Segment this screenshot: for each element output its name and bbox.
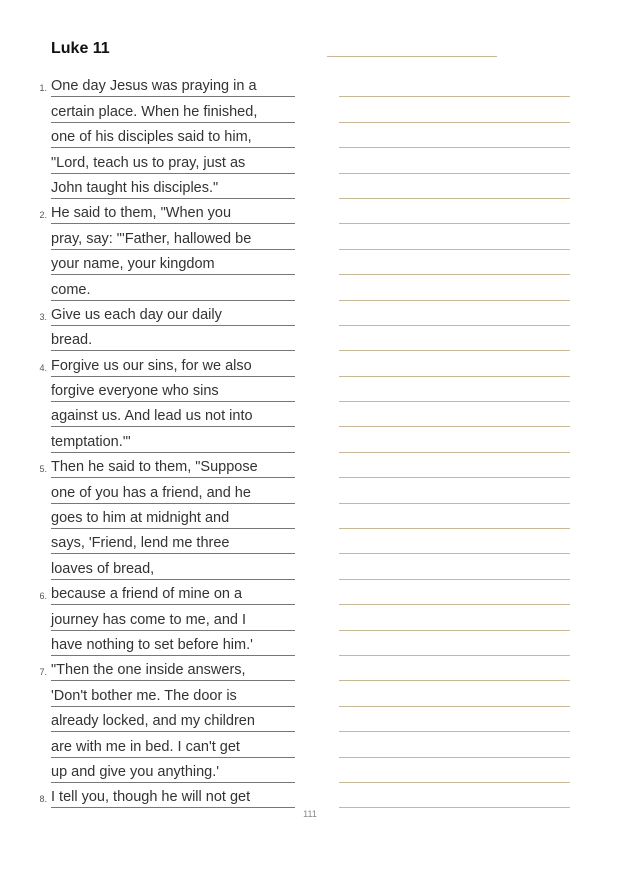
scripture-line [0,529,300,554]
verse-text: goes to him at midnight and [51,508,295,529]
verse-number: 7. [39,667,47,678]
verse-text: Give us each day our daily [51,305,295,326]
writing-line[interactable] [339,453,570,478]
scripture-line [0,580,300,605]
verse-text: one of you has a friend, and he [51,483,295,504]
verse-text: up and give you anything.' [51,762,295,783]
scripture-line [0,707,300,732]
scripture-line [0,681,300,706]
writing-line[interactable] [339,580,570,605]
verse-text: because a friend of mine on a [51,584,295,605]
writing-line[interactable] [339,351,570,376]
writing-line[interactable] [339,123,570,148]
scripture-line [0,326,300,351]
writing-column [339,72,570,808]
title-writing-line [327,56,497,57]
writing-line[interactable] [339,377,570,402]
verse-number: 4. [39,362,47,373]
writing-line[interactable] [339,631,570,656]
writing-line[interactable] [339,681,570,706]
verse-number: 8. [39,794,47,805]
writing-line[interactable] [339,758,570,783]
scripture-line [0,732,300,757]
writing-line[interactable] [339,72,570,97]
verse-text: one of his disciples said to him, [51,127,295,148]
scripture-line [0,631,300,656]
scripture-line [0,72,300,97]
writing-line[interactable] [339,504,570,529]
scripture-line [0,478,300,503]
verse-text: your name, your kingdom [51,254,295,275]
verse-number: 1. [39,83,47,94]
scripture-line [0,758,300,783]
scripture-line [0,377,300,402]
scripture-line [0,783,300,808]
scripture-line [0,605,300,630]
verse-text: against us. And lead us not into [51,406,295,427]
verse-text: says, 'Friend, lend me three [51,533,295,554]
verse-text: journey has come to me, and I [51,610,295,631]
scripture-line [0,174,300,199]
writing-line[interactable] [339,427,570,452]
verse-text: loaves of bread, [51,559,295,580]
verse-text: I tell you, though he will not get [51,787,295,808]
writing-line[interactable] [339,478,570,503]
writing-line[interactable] [339,707,570,732]
writing-line[interactable] [339,199,570,224]
verse-text: temptation.'" [51,432,295,453]
verse-text: bread. [51,330,295,351]
scripture-column [0,72,300,808]
verse-text: "Lord, teach us to pray, just as [51,153,295,174]
scripture-line [0,275,300,300]
verse-text: John taught his disciples." [51,178,295,199]
page-title: Luke 11 [51,40,110,57]
scripture-line [0,504,300,529]
verse-text: 'Don't bother me. The door is [51,686,295,707]
writing-line[interactable] [339,301,570,326]
scripture-line [0,199,300,224]
writing-line[interactable] [339,148,570,173]
scripture-line [0,123,300,148]
writing-line[interactable] [339,554,570,579]
scripture-line [0,427,300,452]
verse-text: One day Jesus was praying in a [51,76,295,97]
scripture-line [0,148,300,173]
scripture-line [0,301,300,326]
writing-line[interactable] [339,529,570,554]
scripture-line [0,402,300,427]
writing-line[interactable] [339,656,570,681]
scripture-line [0,97,300,122]
writing-line[interactable] [339,275,570,300]
page-number-mark: 111 [303,809,317,819]
verse-text: come. [51,280,295,301]
writing-line[interactable] [339,250,570,275]
verse-text: pray, say: "'Father, hallowed be [51,229,295,250]
scripture-line [0,656,300,681]
verse-text: already locked, and my children [51,711,295,732]
writing-line[interactable] [339,605,570,630]
writing-line[interactable] [339,402,570,427]
verse-text: Forgive us our sins, for we also [51,356,295,377]
verse-text: have nothing to set before him.' [51,635,295,656]
verse-text: "Then the one inside answers, [51,660,295,681]
writing-line[interactable] [339,97,570,122]
verse-text: forgive everyone who sins [51,381,295,402]
verse-text: He said to them, "When you [51,203,295,224]
scripture-line [0,224,300,249]
scripture-line [0,250,300,275]
scripture-line [0,453,300,478]
writing-line[interactable] [339,732,570,757]
verse-number: 3. [39,311,47,322]
writing-line[interactable] [339,326,570,351]
verse-number: 5. [39,464,47,475]
verse-number: 6. [39,591,47,602]
verse-text: are with me in bed. I can't get [51,737,295,758]
scripture-line [0,554,300,579]
verse-text: Then he said to them, "Suppose [51,457,295,478]
writing-line[interactable] [339,783,570,808]
writing-line[interactable] [339,174,570,199]
verse-number: 2. [39,210,47,221]
verse-text: certain place. When he finished, [51,102,295,123]
scripture-line [0,351,300,376]
writing-line[interactable] [339,224,570,249]
